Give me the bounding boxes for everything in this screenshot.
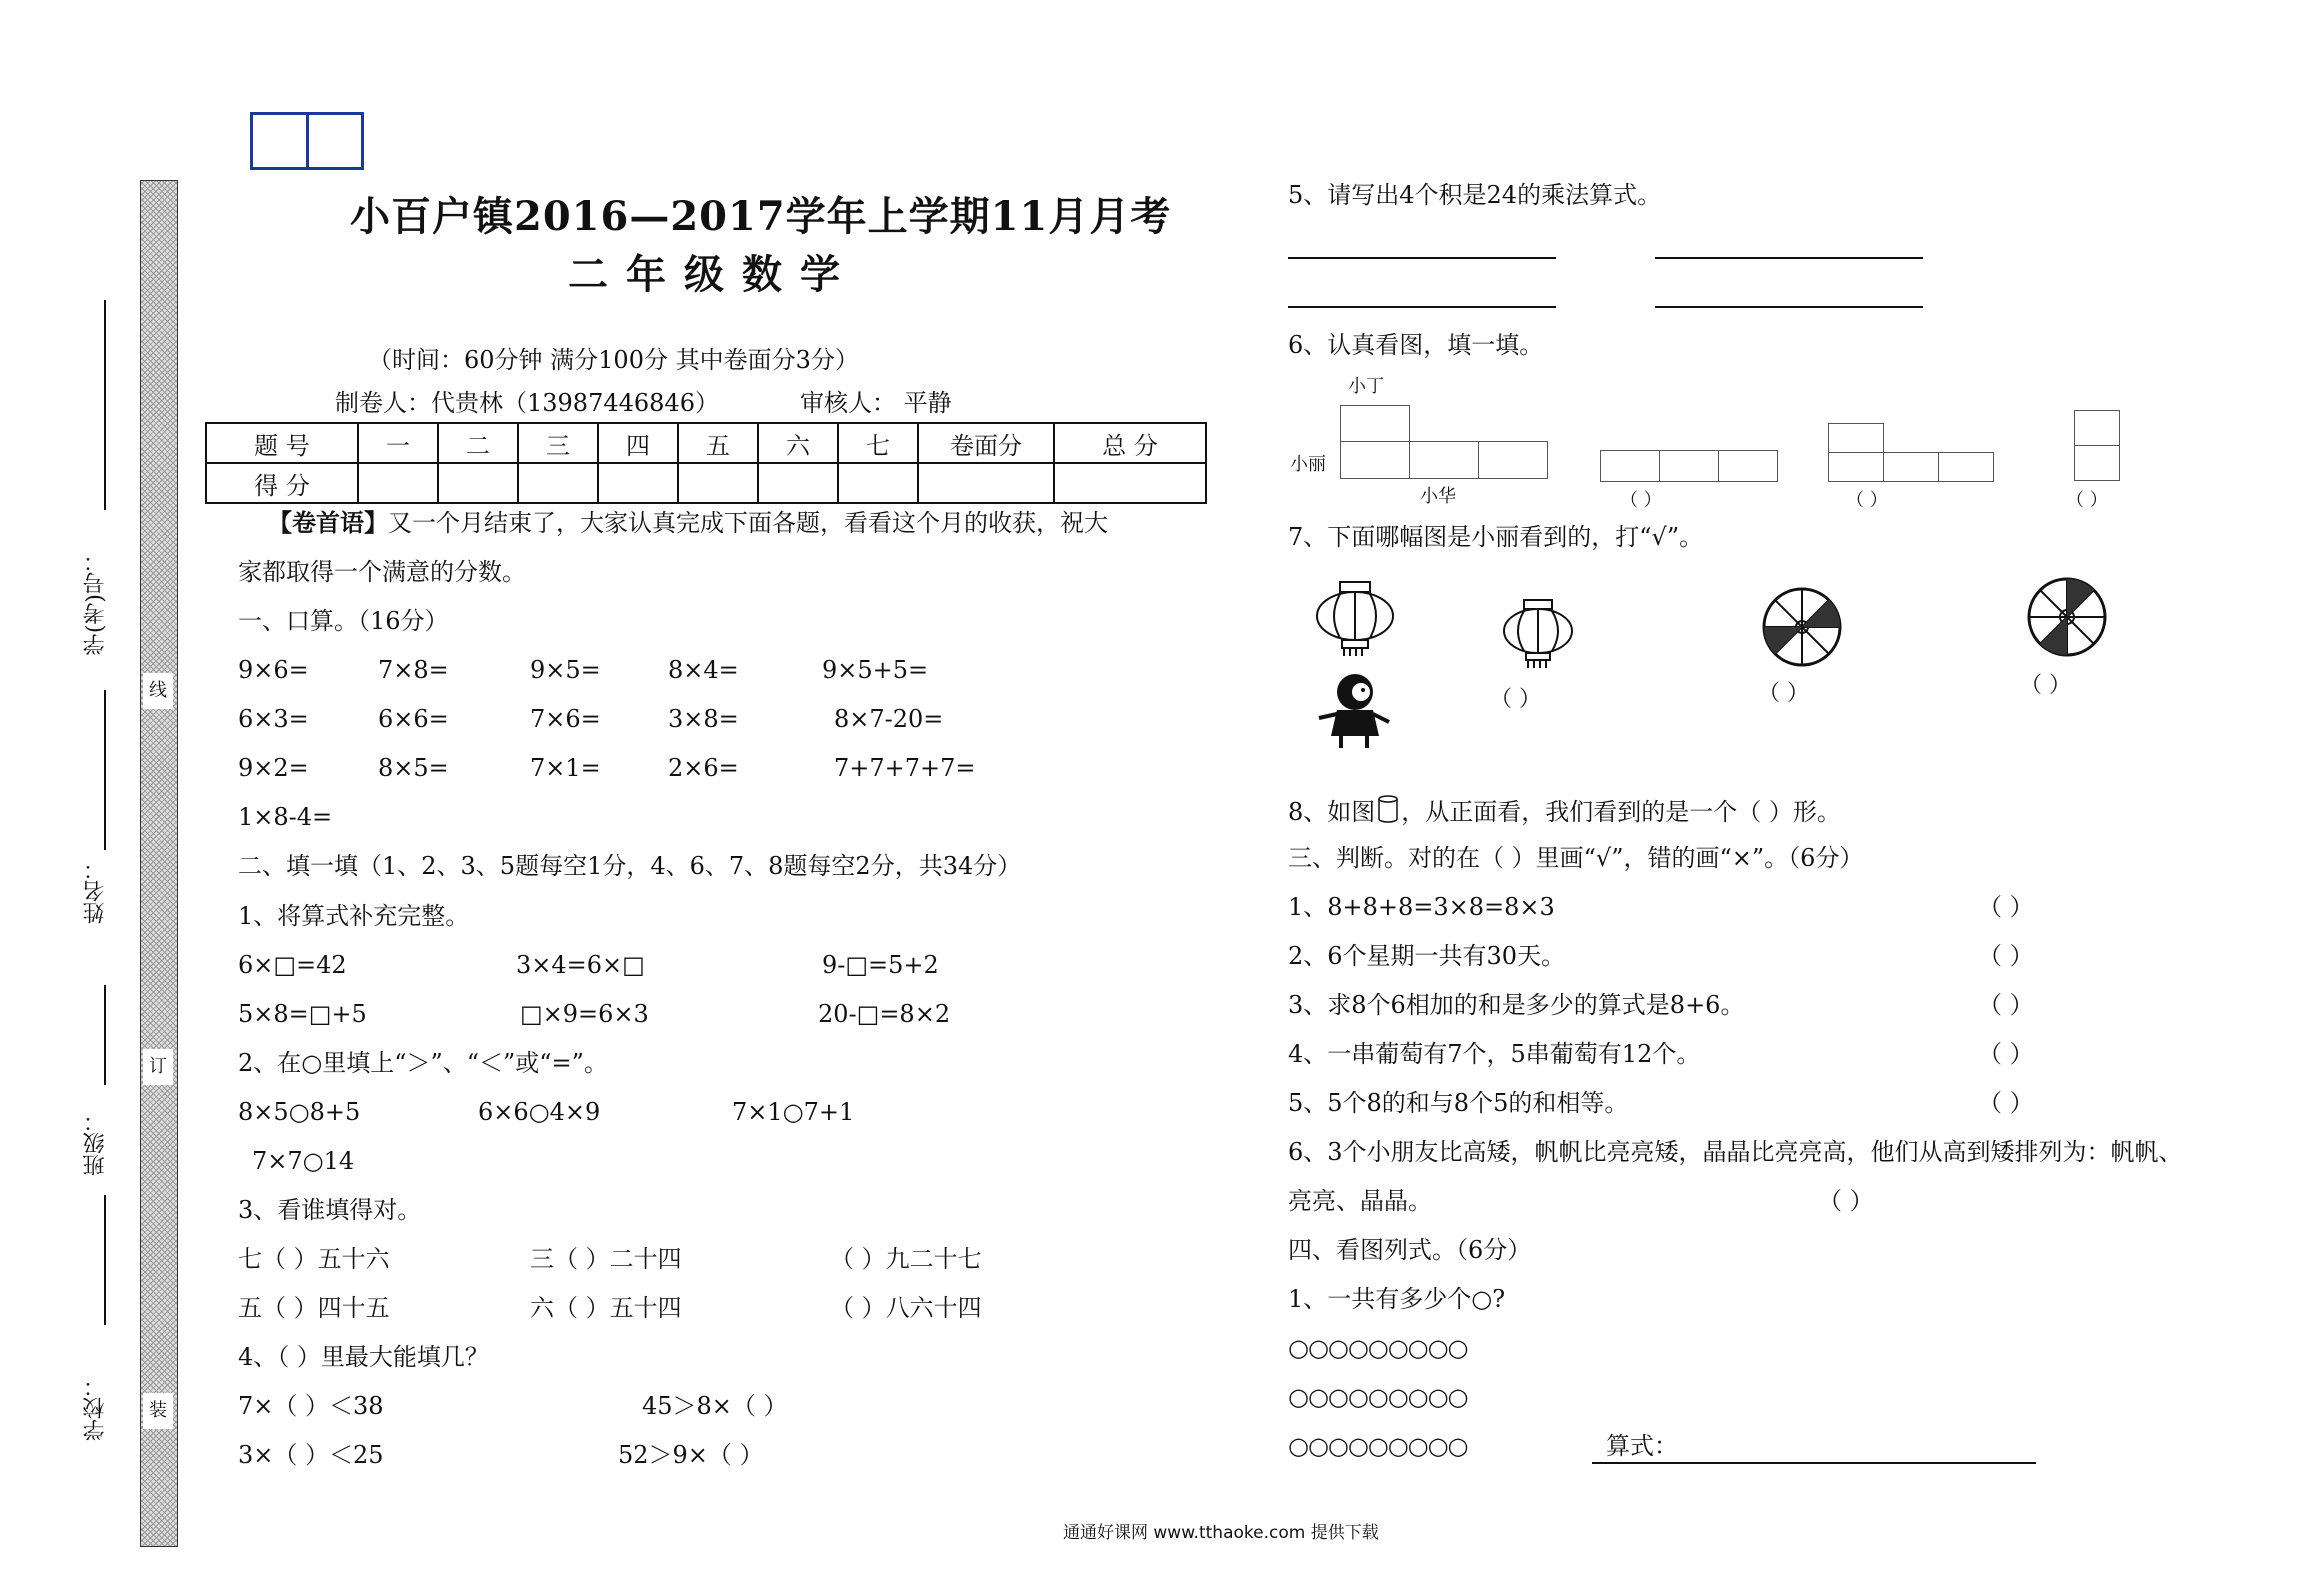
exam-subject: 二年级数学 [568,251,858,298]
s1-item: 9×5= [530,656,601,684]
th-4: 四 [598,423,678,463]
score-cell[interactable] [1054,463,1206,503]
label-xiaoli: 小丽 [1290,454,1326,475]
score-cell[interactable] [358,463,438,503]
s2-q5-title: 5、请写出4个积是24的乘法算式。 [1288,181,1662,209]
s3-paren[interactable]: （ ） [1978,942,2034,970]
label-xiaohua: 小华 [1420,486,1456,507]
s2-q1-item: 20-□=8×2 [818,1000,951,1028]
answer-line[interactable] [1288,306,1556,308]
section3-title: 三、判断。对的在（ ）里画“√”，错的画“×”。（6分） [1288,844,1864,872]
school-label: 学校： [83,1375,108,1441]
binding-mark-xian: 线 [143,673,173,709]
paren-a[interactable]: （ ） [1620,490,1662,511]
th-3: 三 [518,423,598,463]
s4-q1: 1、一共有多少个○? [1288,1285,1506,1313]
s3-item-6-line1: 6、3个小朋友比高矮，帆帆比亮亮矮，晶晶比亮亮高，他们从高到矮排列为：帆帆、 [1288,1138,2183,1166]
th-neatness: 卷面分 [918,423,1054,463]
score-cell[interactable] [518,463,598,503]
s2-q1-item: 3×4=6×□ [516,951,645,979]
binding-mark-ding: 订 [143,1049,173,1085]
circle-row: ○○○○○○○○○ [1288,1334,1468,1362]
score-cell[interactable] [918,463,1054,503]
girl-figure-icon [1315,670,1395,750]
s2-q4-item: 3×（ ）＜25 [238,1441,384,1469]
s2-q3-item: 六（ ）五十四 [530,1294,682,1322]
s3-item-6-line2: 亮亮、晶晶。 [1288,1187,1432,1215]
s2-q8: 8、如图 ，从正面看，我们看到的是一个（ ）形。 [1288,794,1841,827]
exam-info: （时间：60分钟 满分100分 其中卷面分3分） [368,346,859,374]
answer-line[interactable] [1288,257,1556,259]
section2-title: 二、填一填（1、2、3、5题每空1分，4、6、7、8题每空2分，共34分） [238,852,1022,880]
s1-item: 8×4= [668,656,739,684]
s3-item: 3、求8个6相加的和是多少的算式是8+6。 [1288,991,1745,1019]
lantern-icon [1310,580,1400,660]
student-id-label: 学(考)号： [83,550,108,656]
author-info: 制卷人：代贵林（13987446846） [335,389,719,417]
s2-q3-item: 七（ ）五十六 [238,1245,390,1273]
footer-text: 通通好课网 www.tthaoke.com 提供下载 [1063,1523,1379,1543]
fill-line-class [104,985,106,1085]
s1-item: 2×6= [668,754,739,782]
s2-q4-item: 7×（ ）＜38 [238,1392,384,1420]
q7-paren-1[interactable]: （ ） [1490,687,1541,712]
th-2: 二 [438,423,518,463]
preface-line-2: 家都取得一个满意的分数。 [238,558,526,586]
th-1: 一 [358,423,438,463]
s2-q3-item: （ ）九二十七 [830,1245,982,1273]
score-cell[interactable] [758,463,838,503]
s3-paren[interactable]: （ ） [1978,1089,2034,1117]
preface-title: 【卷首语】 [268,508,388,537]
s1-item: 7×1= [530,754,601,782]
name-label: 姓名： [83,858,108,924]
s2-q2-item: 8×5○8+5 [238,1098,361,1126]
s2-q3-title: 3、看谁填得对。 [238,1196,422,1224]
s1-item: 8×7-20= [834,705,944,733]
s3-item: 2、6个星期一共有30天。 [1288,942,1566,970]
formula-answer-line[interactable] [1592,1462,2036,1464]
th-total: 总 分 [1054,423,1206,463]
score-table-row [206,463,1206,503]
class-label: 班级： [83,1110,108,1176]
s1-item: 7×6= [530,705,601,733]
s3-item: 4、一串葡萄有7个，5串葡萄有12个。 [1288,1040,1701,1068]
fill-line-school [104,1195,106,1325]
section4-title: 四、看图列式。（6分） [1288,1236,1532,1264]
wheel-lantern-front-icon [2025,575,2109,659]
s2-q2-item: 7×1○7+1 [732,1098,855,1126]
score-cell[interactable] [838,463,918,503]
binding-mark-zhuang: 装 [143,1393,173,1429]
fill-line-name [104,690,106,850]
s2-q1-item: □×9=6×3 [520,1000,649,1028]
score-table [205,422,1207,504]
paren-b[interactable]: （ ） [1846,490,1888,511]
s2-q3-item: 五（ ）四十五 [238,1294,390,1322]
circle-row: ○○○○○○○○○ [1288,1383,1468,1411]
s3-paren[interactable]: （ ） [1978,893,2034,921]
s2-q1-item: 5×8=□+5 [238,1000,367,1028]
circle-row: ○○○○○○○○○ [1288,1432,1468,1460]
label-xiaoding: 小丁 [1348,376,1384,397]
s2-q1-item: 9-□=5+2 [822,951,939,979]
s1-item: 9×2= [238,754,309,782]
s1-item: 9×5+5= [822,656,929,684]
exam-title: 小百户镇2016—2017学年上学期11月月考 [350,193,1172,240]
s2-q4-item: 52＞9×（ ） [618,1441,764,1469]
preface-line-1: 【卷首语】又一个月结束了，大家认真完成下面各题，看看这个月的收获，祝大 [268,508,1108,537]
s2-q3-item: 三（ ）二十四 [530,1245,682,1273]
score-table-header [206,423,1206,463]
s3-item: 5、5个8的和与8个5的和相等。 [1288,1089,1629,1117]
answer-line[interactable] [1655,306,1923,308]
s2-q4-title: 4、（ ）里最大能填几？ [238,1343,489,1371]
s1-item: 7×8= [378,656,449,684]
score-row-label: 得 分 [206,463,358,503]
paren-c[interactable]: （ ） [2066,490,2108,511]
s1-item: 9×6= [238,656,309,684]
s1-item: 1×8-4= [238,803,333,831]
fill-line-id [104,300,106,510]
s2-q4-item: 45＞8×（ ） [642,1392,788,1420]
s1-item: 3×8= [668,705,739,733]
s3-paren[interactable]: （ ） [1978,1040,2034,1068]
s2-q1-title: 1、将算式补充完整。 [238,902,470,930]
answer-line[interactable] [1655,257,1923,259]
th-label: 题 号 [206,423,358,463]
s2-q3-item: （ ）八六十四 [830,1294,982,1322]
formula-label: 算式： [1606,1432,1678,1460]
reviewer-info: 审核人： 平静 [800,389,952,417]
lantern-side-icon [1498,598,1578,670]
s3-paren[interactable]: （ ） [1978,991,2034,1019]
q7-paren-3[interactable]: （ ） [2020,673,2071,698]
s2-q6-title: 6、认真看图，填一填。 [1288,331,1544,359]
seat-number-boxes [250,112,364,170]
th-7: 七 [838,423,918,463]
s2-q2-item: 7×7○14 [252,1147,355,1175]
wheel-lantern-icon [1760,585,1844,669]
s1-item: 8×5= [378,754,449,782]
s2-q1-item: 6×□=42 [238,951,347,979]
s1-item: 7+7+7+7= [834,754,976,782]
binding-strip [140,180,178,1547]
s2-q2-item: 6×6○4×9 [478,1098,601,1126]
th-6: 六 [758,423,838,463]
s2-q2-title: 2、在○里填上“＞”、“＜”或“=”。 [238,1049,608,1077]
s3-paren[interactable]: （ ） [1818,1187,1874,1215]
s1-item: 6×6= [378,705,449,733]
q7-paren-2[interactable]: （ ） [1758,681,1809,706]
score-cell[interactable] [438,463,518,503]
section1-title: 一、口算。（16分） [238,607,449,635]
score-cell[interactable] [678,463,758,503]
cylinder-icon [1375,794,1401,824]
s1-item: 6×3= [238,705,309,733]
score-cell[interactable] [598,463,678,503]
th-5: 五 [678,423,758,463]
s3-item: 1、8+8+8=3×8=8×3 [1288,893,1555,921]
s2-q7-title: 7、下面哪幅图是小丽看到的，打“√”。 [1288,523,1704,551]
